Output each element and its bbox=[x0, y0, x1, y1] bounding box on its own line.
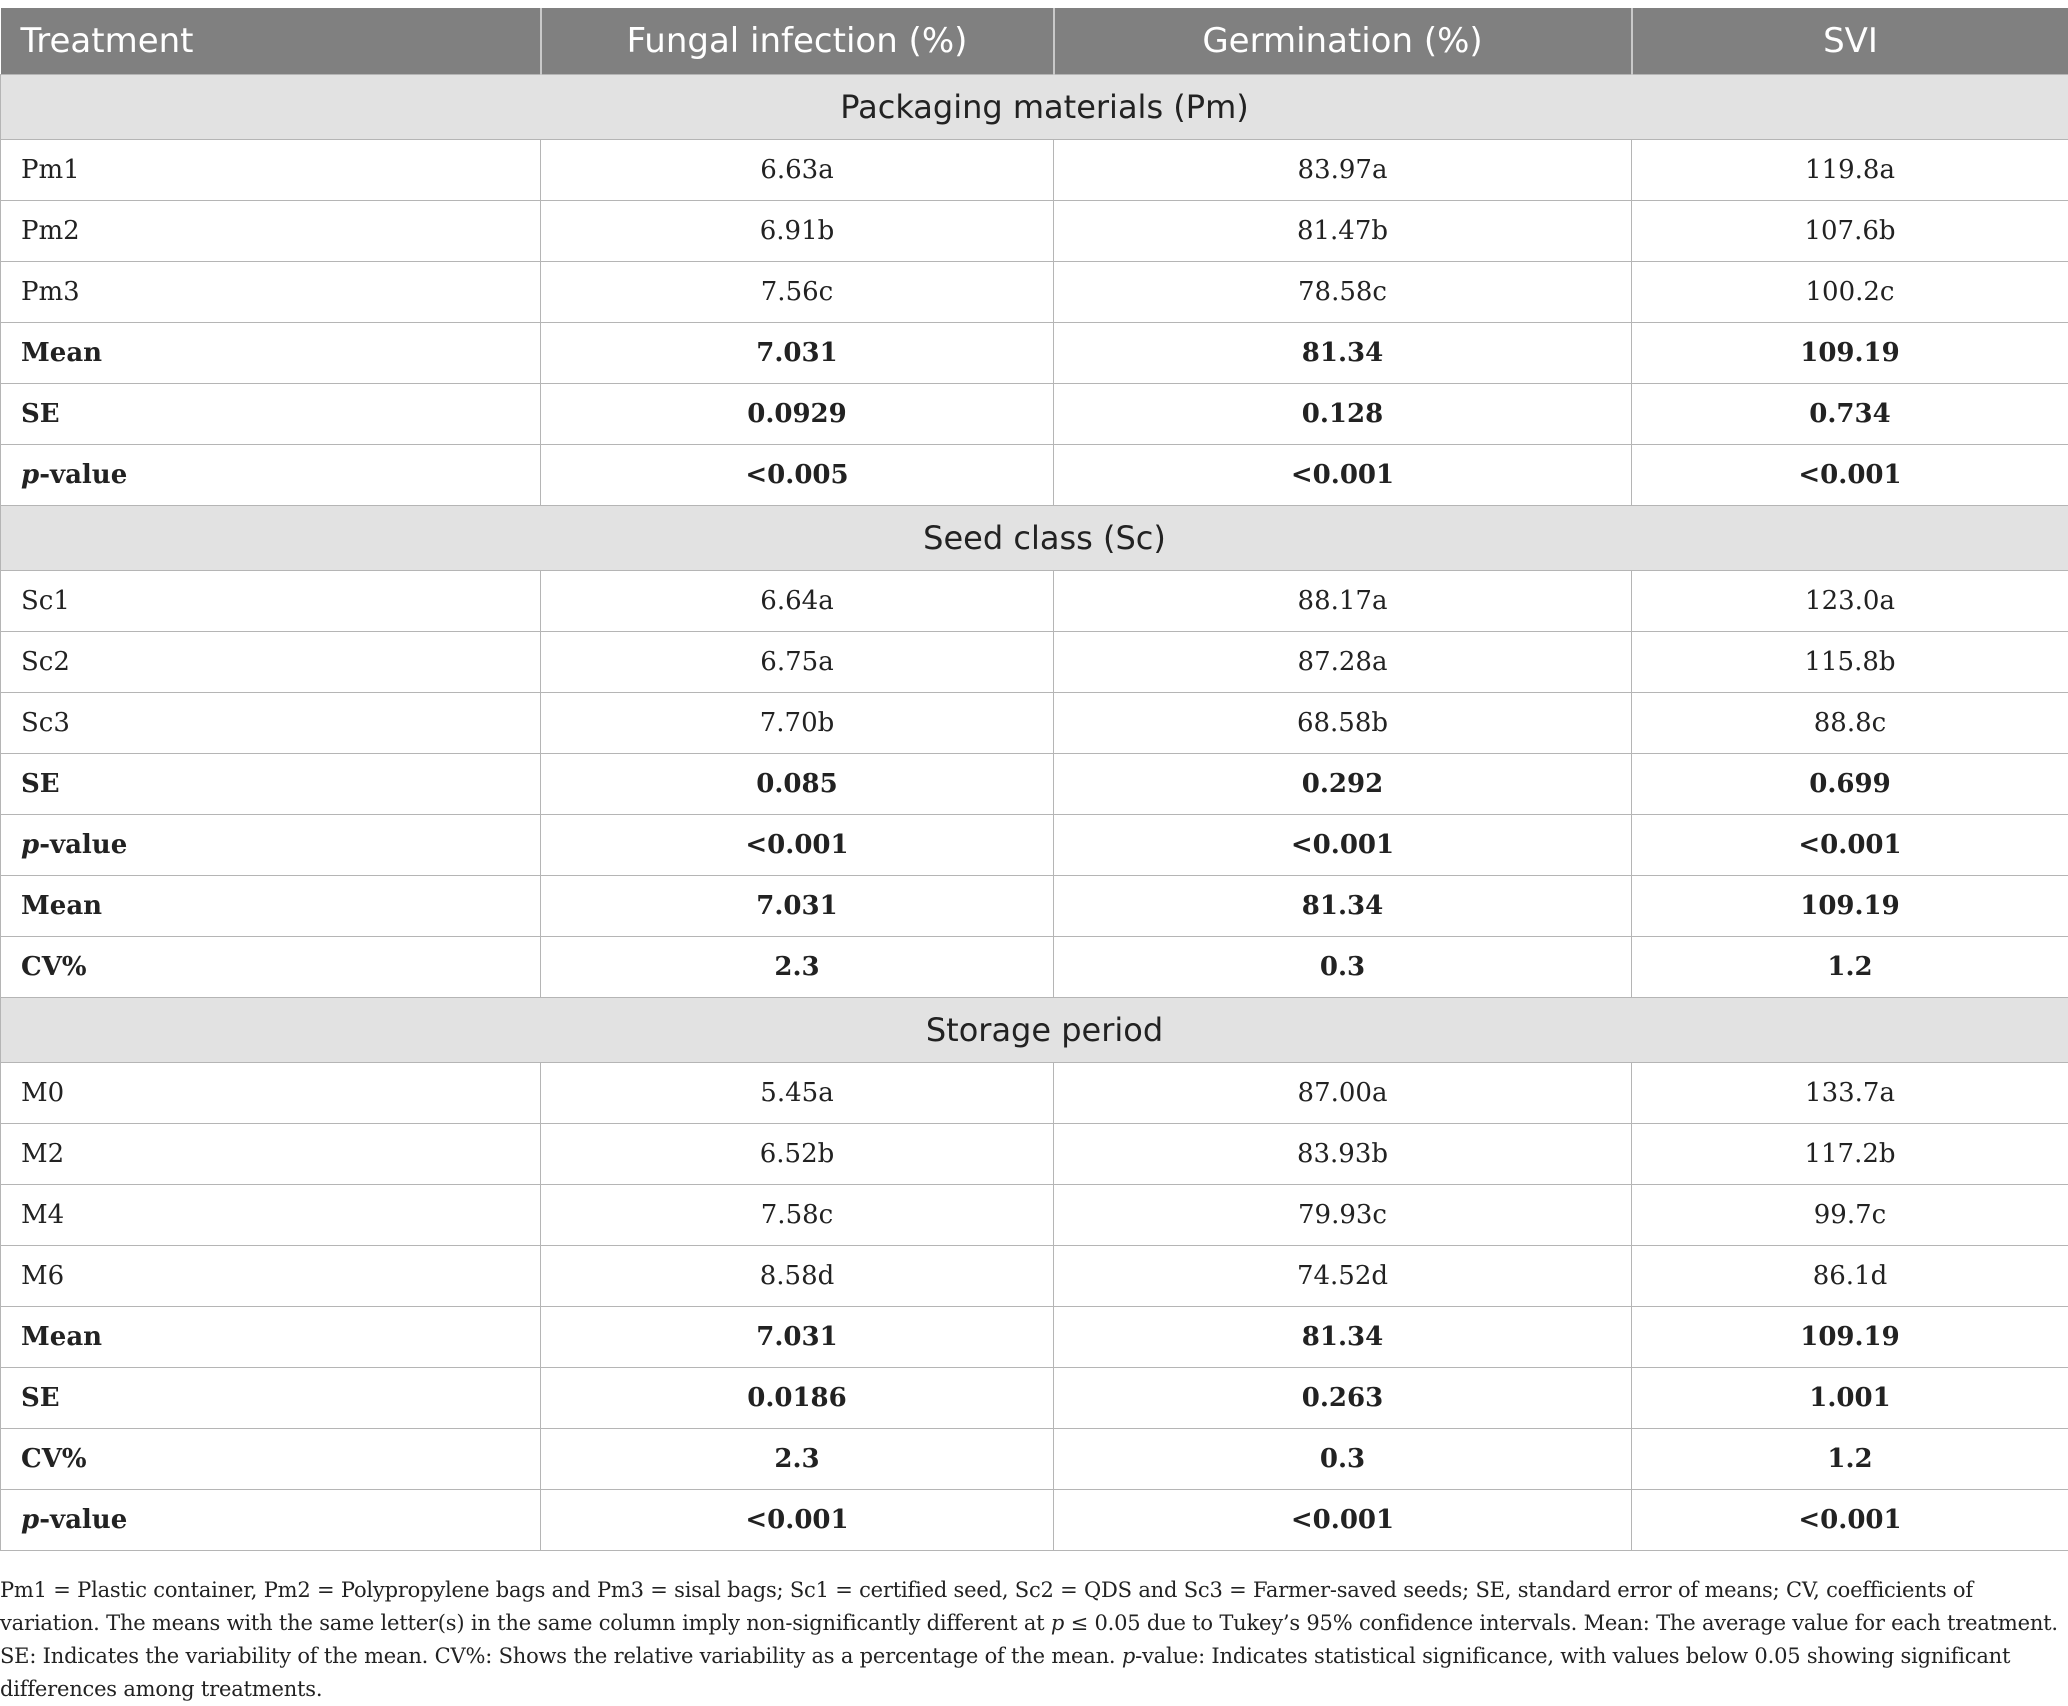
cell-svi: 123.0a bbox=[1632, 571, 2068, 632]
cell-germination: 87.28a bbox=[1054, 632, 1632, 693]
row-label: Pm1 bbox=[1, 140, 541, 201]
row-label: p-value bbox=[1, 1490, 541, 1551]
table-row bbox=[1, 1185, 2068, 1246]
table-row bbox=[1, 1307, 2068, 1368]
table-row bbox=[1, 262, 2068, 323]
cell-germination: 87.00a bbox=[1054, 1063, 1632, 1124]
table-row bbox=[1, 632, 2068, 693]
row-label: Sc1 bbox=[1, 571, 541, 632]
cell-svi: 107.6b bbox=[1632, 201, 2068, 262]
cell-svi: 133.7a bbox=[1632, 1063, 2068, 1124]
table-body bbox=[1, 75, 2068, 1551]
cell-svi: 0.734 bbox=[1632, 384, 2068, 445]
section-title: Packaging materials (Pm) bbox=[1, 75, 2068, 140]
row-label: Sc2 bbox=[1, 632, 541, 693]
row-label: M4 bbox=[1, 1185, 541, 1246]
row-label: p-value bbox=[1, 815, 541, 876]
table-row bbox=[1, 754, 2068, 815]
table-row bbox=[1, 1490, 2068, 1551]
cell-svi: <0.001 bbox=[1632, 815, 2068, 876]
section-title: Storage period bbox=[1, 998, 2068, 1063]
cell-svi: 99.7c bbox=[1632, 1185, 2068, 1246]
table-row bbox=[1, 445, 2068, 506]
cell-fungal-infection: <0.001 bbox=[541, 815, 1054, 876]
cell-germination: 78.58c bbox=[1054, 262, 1632, 323]
cell-fungal-infection: 2.3 bbox=[541, 937, 1054, 998]
cell-germination: 0.3 bbox=[1054, 1429, 1632, 1490]
cell-fungal-infection: 6.52b bbox=[541, 1124, 1054, 1185]
cell-fungal-infection: 0.0929 bbox=[541, 384, 1054, 445]
cell-svi: 1.2 bbox=[1632, 1429, 2068, 1490]
cell-fungal-infection: 6.91b bbox=[541, 201, 1054, 262]
header-svi: SVI bbox=[1632, 8, 2068, 75]
cell-svi: 109.19 bbox=[1632, 876, 2068, 937]
cell-germination: 81.34 bbox=[1054, 1307, 1632, 1368]
cell-svi: <0.001 bbox=[1632, 1490, 2068, 1551]
header-germination: Germination (%) bbox=[1054, 8, 1632, 75]
row-label: CV% bbox=[1, 1429, 541, 1490]
cell-svi: 1.001 bbox=[1632, 1368, 2068, 1429]
section-header-row bbox=[1, 75, 2068, 140]
footnote-text-1: Pm1 = Plastic container, Pm2 = Polypropylene bags and Pm3 = sisal bags; Sc1 = certified seed, Sc2 = QDS and Sc3 = Farmer-saved seeds; SE, standard error of means; CV, coefficients of variation. The means with the same letter(s) in the same column imply non-significantly different at bbox=[0, 1578, 1973, 1635]
cell-svi: 0.699 bbox=[1632, 754, 2068, 815]
table-container bbox=[0, 8, 2068, 1551]
row-label: SE bbox=[1, 384, 541, 445]
cell-germination: 83.97a bbox=[1054, 140, 1632, 201]
cell-fungal-infection: 6.64a bbox=[541, 571, 1054, 632]
table-row bbox=[1, 140, 2068, 201]
cell-germination: 0.292 bbox=[1054, 754, 1632, 815]
cell-fungal-infection: 0.085 bbox=[541, 754, 1054, 815]
section-header-row bbox=[1, 998, 2068, 1063]
table-row bbox=[1, 1063, 2068, 1124]
cell-fungal-infection: 7.031 bbox=[541, 876, 1054, 937]
header-fungal-infection: Fungal infection (%) bbox=[541, 8, 1054, 75]
cell-fungal-infection: 5.45a bbox=[541, 1063, 1054, 1124]
footnote-p-symbol-2: p bbox=[1122, 1644, 1135, 1668]
cell-svi: 109.19 bbox=[1632, 1307, 2068, 1368]
cell-germination: 88.17a bbox=[1054, 571, 1632, 632]
table-row bbox=[1, 937, 2068, 998]
table-row bbox=[1, 876, 2068, 937]
cell-germination: 0.263 bbox=[1054, 1368, 1632, 1429]
cell-fungal-infection: 7.56c bbox=[541, 262, 1054, 323]
row-label: CV% bbox=[1, 937, 541, 998]
row-label: Mean bbox=[1, 1307, 541, 1368]
row-label: Pm3 bbox=[1, 262, 541, 323]
cell-fungal-infection: 0.0186 bbox=[541, 1368, 1054, 1429]
cell-fungal-infection: 6.63a bbox=[541, 140, 1054, 201]
table-row bbox=[1, 693, 2068, 754]
row-label: M0 bbox=[1, 1063, 541, 1124]
cell-fungal-infection: 7.58c bbox=[541, 1185, 1054, 1246]
cell-germination: 81.34 bbox=[1054, 323, 1632, 384]
table-row bbox=[1, 384, 2068, 445]
header-row bbox=[1, 8, 2068, 75]
cell-svi: 86.1d bbox=[1632, 1246, 2068, 1307]
table-row bbox=[1, 1368, 2068, 1429]
section-title: Seed class (Sc) bbox=[1, 506, 2068, 571]
row-label: SE bbox=[1, 1368, 541, 1429]
table-row bbox=[1, 201, 2068, 262]
cell-fungal-infection: 2.3 bbox=[541, 1429, 1054, 1490]
row-label: Mean bbox=[1, 876, 541, 937]
cell-germination: 0.128 bbox=[1054, 384, 1632, 445]
cell-germination: 68.58b bbox=[1054, 693, 1632, 754]
cell-svi: 100.2c bbox=[1632, 262, 2068, 323]
cell-germination: 83.93b bbox=[1054, 1124, 1632, 1185]
cell-fungal-infection: <0.005 bbox=[541, 445, 1054, 506]
cell-germination: 81.34 bbox=[1054, 876, 1632, 937]
section-header-row bbox=[1, 506, 2068, 571]
cell-germination: <0.001 bbox=[1054, 815, 1632, 876]
cell-fungal-infection: 7.031 bbox=[541, 1307, 1054, 1368]
cell-fungal-infection: 6.75a bbox=[541, 632, 1054, 693]
cell-germination: 81.47b bbox=[1054, 201, 1632, 262]
cell-fungal-infection: <0.001 bbox=[541, 1490, 1054, 1551]
row-label: SE bbox=[1, 754, 541, 815]
results-table bbox=[0, 8, 2068, 1551]
table-row bbox=[1, 323, 2068, 384]
table-row bbox=[1, 1124, 2068, 1185]
table-row bbox=[1, 1246, 2068, 1307]
footnote-text-3: -value: Indicates statistical significance, with values below 0.05 showing significant differences among treatments. bbox=[0, 1644, 2010, 1701]
footnote-p-symbol: p bbox=[1051, 1611, 1064, 1635]
cell-germination: 0.3 bbox=[1054, 937, 1632, 998]
table-row bbox=[1, 571, 2068, 632]
cell-svi: <0.001 bbox=[1632, 445, 2068, 506]
row-label: Sc3 bbox=[1, 693, 541, 754]
row-label: M6 bbox=[1, 1246, 541, 1307]
row-label: Mean bbox=[1, 323, 541, 384]
table-row bbox=[1, 1429, 2068, 1490]
row-label: Pm2 bbox=[1, 201, 541, 262]
cell-svi: 109.19 bbox=[1632, 323, 2068, 384]
cell-germination: <0.001 bbox=[1054, 1490, 1632, 1551]
cell-svi: 1.2 bbox=[1632, 937, 2068, 998]
cell-svi: 119.8a bbox=[1632, 140, 2068, 201]
cell-fungal-infection: 8.58d bbox=[541, 1246, 1054, 1307]
table-footnote bbox=[0, 1574, 2058, 1706]
cell-germination: <0.001 bbox=[1054, 445, 1632, 506]
cell-germination: 79.93c bbox=[1054, 1185, 1632, 1246]
cell-svi: 88.8c bbox=[1632, 693, 2068, 754]
cell-fungal-infection: 7.70b bbox=[541, 693, 1054, 754]
cell-svi: 115.8b bbox=[1632, 632, 2068, 693]
footnote-text-2: ≤ 0.05 due to Tukey’s 95% confidence intervals. Mean: The average value for each treatment. SE: Indicates the variability of the mean. CV%: Shows the relative variability as a percentage of the mean. bbox=[0, 1611, 2058, 1668]
row-label: p-value bbox=[1, 445, 541, 506]
cell-fungal-infection: 7.031 bbox=[541, 323, 1054, 384]
header-treatment: Treatment bbox=[1, 8, 541, 75]
table-row bbox=[1, 815, 2068, 876]
cell-svi: 117.2b bbox=[1632, 1124, 2068, 1185]
row-label: M2 bbox=[1, 1124, 541, 1185]
cell-germination: 74.52d bbox=[1054, 1246, 1632, 1307]
